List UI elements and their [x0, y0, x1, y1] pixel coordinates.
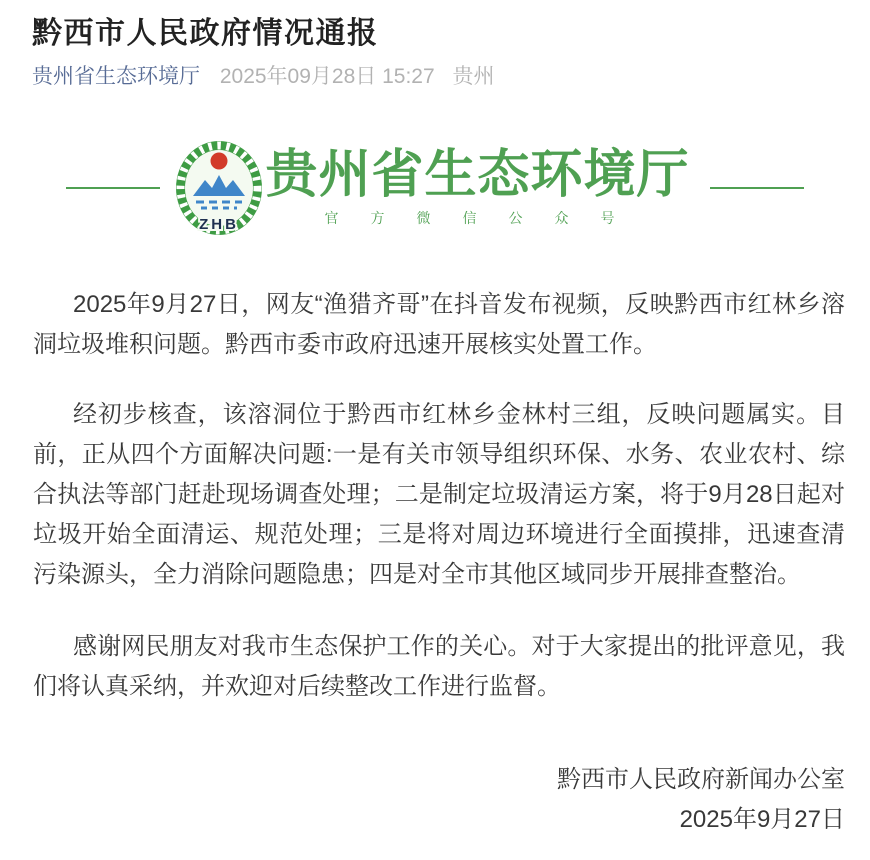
banner-org-name: 贵州省生态环境厅 [265, 146, 690, 204]
signature-date: 2025年9月27日 [679, 806, 845, 833]
region-tag: 贵州 [452, 65, 495, 88]
article-paragraph: 经初步核查，该溶洞位于黔西市红林乡金林村三组，反映问题属实。目前，正从四个方面解决问题:一是有关市领导组织环保、水务、农业农村、综合执法等部门赶赴现场调查处理；二是制定垃圾清运方案，将于9月28日起对垃圾开始全面清运、规范处理；三是将对周边环境进行全面摸排，迅速查清污染源头，全力消除问题隐患；四是对全市其他区域同步开展排查整治。 [33, 401, 845, 588]
article-body [33, 285, 845, 707]
epb-logo-icon [175, 140, 263, 236]
page-title: 黔西市人民政府情况通报 [32, 17, 379, 50]
banner-image[interactable] [0, 128, 870, 248]
logo-zhb-text: ZHB [199, 216, 240, 233]
banner-left-rule [66, 187, 160, 189]
banner-right-rule [710, 187, 804, 189]
source-account-link[interactable]: 贵州省生态环境厅 [32, 65, 200, 88]
signature-block [0, 760, 845, 840]
banner-text-block [265, 146, 690, 227]
article-meta [32, 63, 840, 91]
signature-org: 黔西市人民政府新闻办公室 [557, 766, 845, 793]
publish-datetime: 2025年09月28日 15:27 [219, 65, 435, 88]
logo-sun-icon [211, 153, 228, 170]
article-paragraph: 感谢网民朋友对我市生态保护工作的关心。对于大家提出的批评意见，我们将认真采纳，并欢迎对后续整改工作进行监督。 [33, 633, 845, 700]
banner-subtitle: 官方微信公众号 [324, 210, 647, 226]
article-paragraph: 2025年9月27日，网友“渔猎齐哥”在抖音发布视频，反映黔西市红林乡溶洞垃圾堆积问题。黔西市委市政府迅速开展核实处置工作。 [33, 291, 845, 358]
